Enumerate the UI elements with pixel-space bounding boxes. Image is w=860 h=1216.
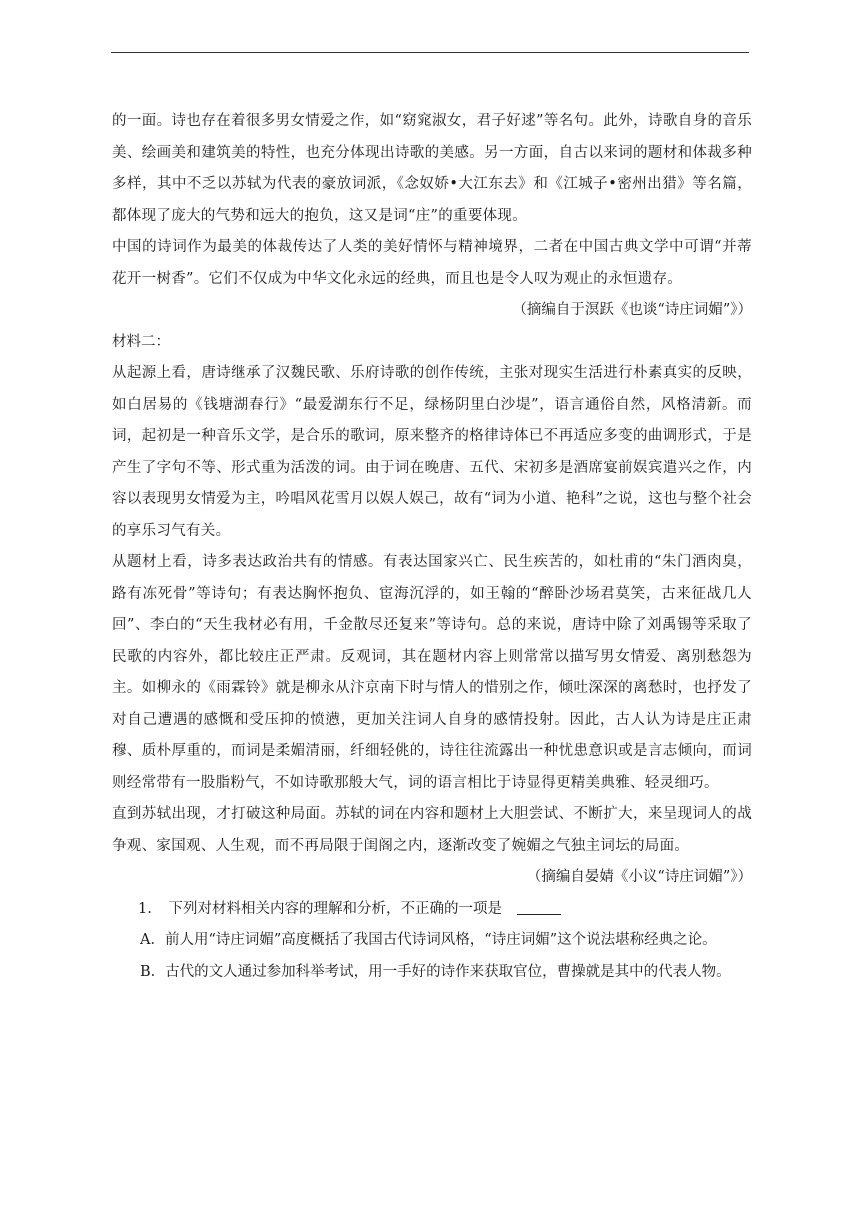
question-number: 1.	[138, 900, 152, 917]
question-text: 下列对材料相关内容的理解和分析，不正确的一项是	[168, 900, 502, 917]
option-a[interactable]: A．前人用“诗庄词媚”高度概括了我国古代诗词风格，“诗庄词媚”这个说法堪称经典之论。	[140, 932, 717, 948]
source-citation: （摘编自于溟跃《也谈“诗庄词媚”》）	[512, 302, 752, 318]
material-label: 材料二：	[112, 333, 170, 350]
paragraph: 从起源上看，唐诗继承了汉魏民歌、乐府诗歌的创作传统，主张对现实生活进行朴素真实的反映，如白居易的《钱塘湖春行》“最爱湖东行不足，绿杨阴里白沙堤”，语言通俗自然，风格清新。而词，起初是一种音乐文学，是合乐的歌词，原来整齐的格律诗体已不再适应多变的曲调形式，于是产生了字句不等、形式重为活泼的词。由于词在晚唐、五代、宋初多是酒席宴前娱宾遣兴之作，内容以表现男女情爱为主，吟唱风花雪月以娱人娱己，故有“词为小道、艳科”之说，这也与整个社会的享乐习气有关。	[112, 365, 752, 539]
option-b[interactable]: B．古代的文人通过参加科举考试，用一手好的诗作来获取官位，曹操就是其中的代表人物。	[140, 963, 731, 980]
source-citation: （摘编自晏婧《小议“诗庄词媚”》）	[526, 869, 752, 885]
paragraph: 的一面。诗也存在着很多男女情爱之作，如“窈窕淑女，君子好逑”等名句。此外，诗歌自身的音乐美、绘画美和建筑美的特性，也充分体现出诗歌的美感。另一方面，自古以来词的题材和体裁多种多样，其中不乏以苏轼为代表的豪放词派，《念奴娇•大江东去》和《江城子•密州出猎》等名篇，都体现了庞大的气势和远大的抱负，这又是词“庄”的重要体现。	[112, 113, 752, 224]
document-body	[112, 106, 752, 988]
paragraph: 从题材上看，诗多表达政治共有的情感。有表达国家兴亡、民生疾苦的，如杜甫的“朱门酒肉臭，路有冻死骨”等诗句；有表达胸怀抱负、宦海沉浮的，如王翰的“醉卧沙场君莫笑，古来征战几人回”、李白的“天生我材必有用，千金散尽还复来”等诗句。总的来说，唐诗中除了刘禹锡等采取了民歌的内容外，都比较庄正严肃。反观词，其在题材内容上则常常以描写男女情爱、离别愁怨为主。如柳永的《雨霖铃》就是柳永从汴京南下时与情人的惜别之作，倾吐深深的离愁时，也抒发了对自己遭遇的感慨和受压抑的愤懑，更加关注词人自身的感情投射。因此，古人认为诗是庄正肃穆、质朴厚重的，而词是柔媚清丽，纤细轻佻的，诗往往流露出一种忧患意识或是言志倾向，而词则经常带有一股脂粉气，不如诗歌那般大气，词的语言相比于诗显得更精美典雅、轻灵细巧。	[112, 554, 752, 791]
paragraph: 中国的诗词作为最美的体裁传达了人类的美好情怀与精神境界，二者在中国古典文学中可谓“并蒂花开一树香”。它们不仅成为中华文化永远的经典，而且也是令人叹为观止的永恒遗存。	[112, 239, 752, 287]
answer-blank[interactable]	[517, 900, 561, 915]
paragraph: 直到苏轼出现，才打破这种局面。苏轼的词在内容和题材上大胆尝试、不断扩大，来呈现词人的战争观、家国观、人生观，而不再局限于闺阁之内，逐渐改变了婉媚之气独主词坛的局面。	[112, 806, 752, 854]
question-stem	[112, 894, 752, 926]
header-rule	[111, 52, 749, 53]
